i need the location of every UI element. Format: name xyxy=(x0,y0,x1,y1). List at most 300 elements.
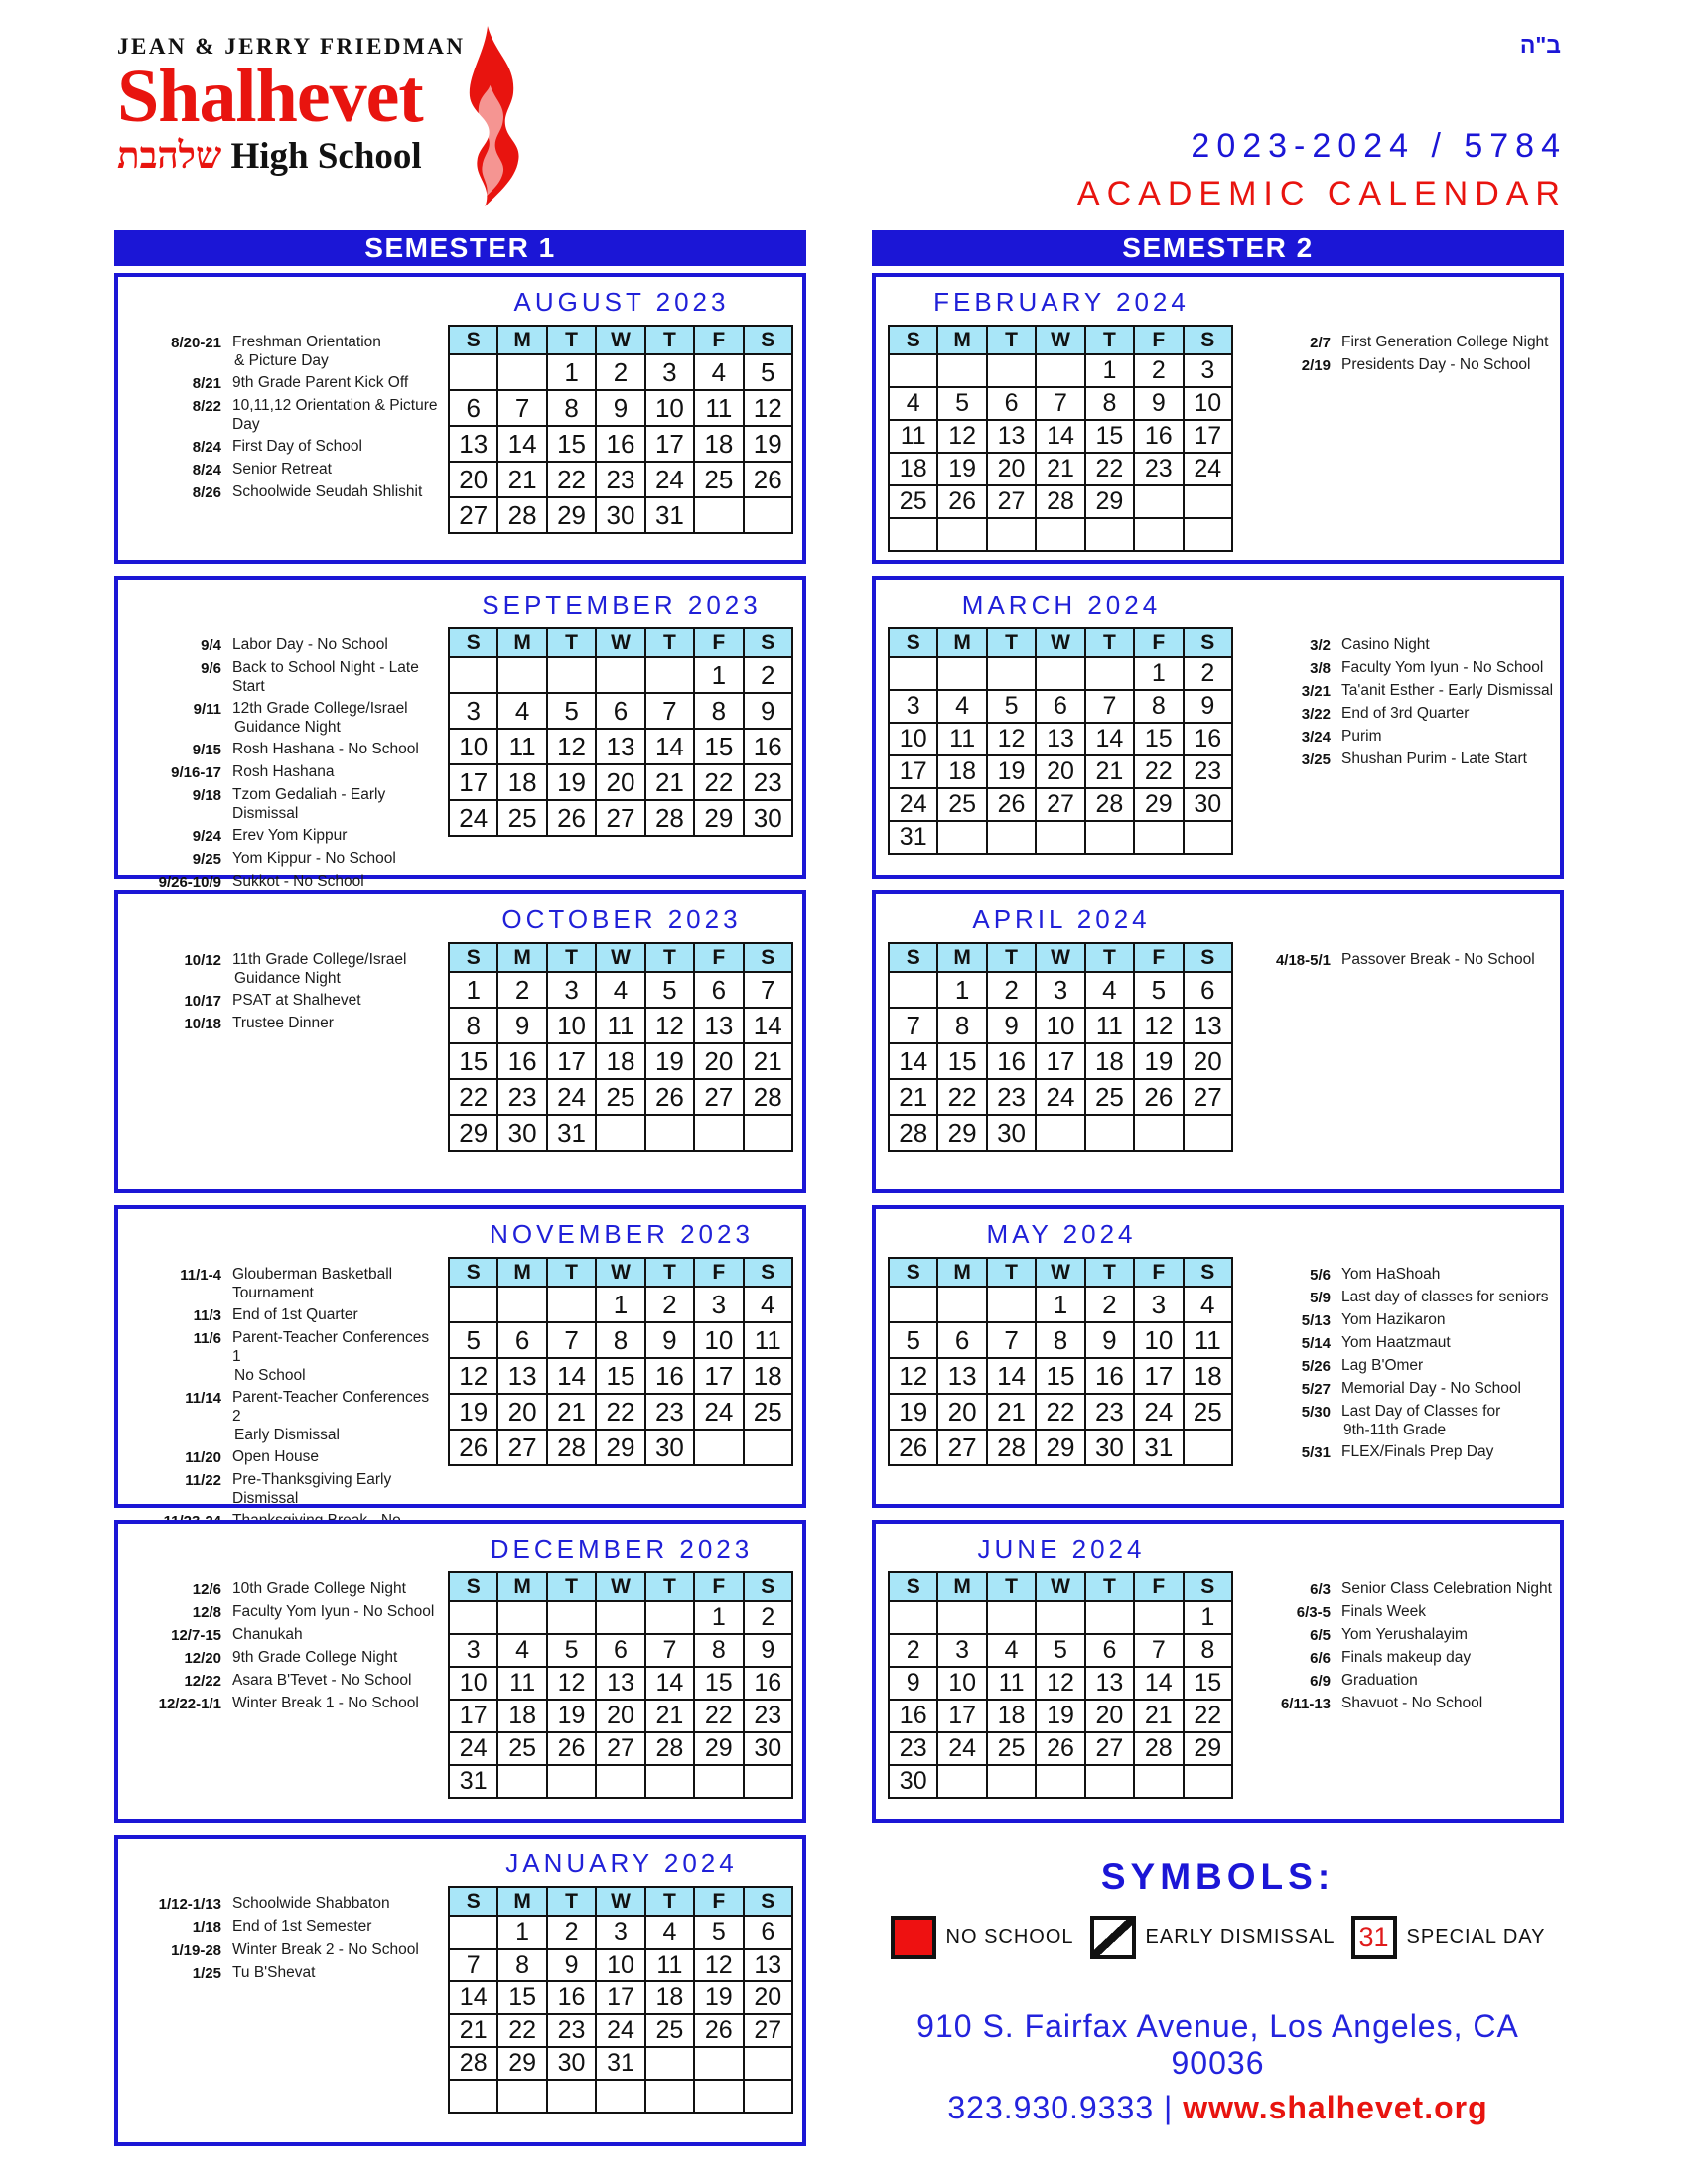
weekday-header: M xyxy=(497,326,546,354)
day-cell: 28 xyxy=(547,1430,596,1465)
day-cell: 6 xyxy=(987,387,1036,420)
day-cell xyxy=(1036,657,1084,690)
event-description: Chanukah xyxy=(232,1626,303,1643)
day-cell: 15 xyxy=(694,729,743,764)
day-cell xyxy=(987,1601,1036,1634)
event-row xyxy=(1261,1648,1559,1668)
day-cell: 3 xyxy=(547,972,596,1008)
day-cell: 21 xyxy=(744,1043,792,1079)
day-cell: 4 xyxy=(645,1916,694,1949)
day-cell xyxy=(744,2047,792,2080)
day-cell: 5 xyxy=(1036,1634,1084,1667)
calendar-week-row xyxy=(889,690,1232,723)
day-cell: 29 xyxy=(497,2047,546,2080)
calendar-week-row xyxy=(449,800,792,836)
day-cell: 28 xyxy=(1036,485,1084,518)
calendar-week-row xyxy=(449,1043,792,1079)
weekday-header: S xyxy=(744,1572,792,1601)
month-events xyxy=(132,1894,438,1985)
weekday-header: F xyxy=(694,1258,743,1287)
event-row xyxy=(132,1625,438,1645)
day-cell: 15 xyxy=(1085,420,1134,453)
event-row xyxy=(132,1328,438,1385)
day-cell: 25 xyxy=(1184,1394,1232,1430)
day-cell: 13 xyxy=(1085,1667,1134,1700)
day-cell: 30 xyxy=(497,1115,546,1151)
weekday-header: M xyxy=(497,628,546,657)
day-cell: 30 xyxy=(744,800,792,836)
calendar-week-row xyxy=(449,1322,792,1358)
day-cell xyxy=(1184,821,1232,854)
event-date: 9/4 xyxy=(201,637,221,654)
day-cell xyxy=(1134,485,1183,518)
event-row xyxy=(132,740,438,759)
weekday-header: M xyxy=(497,1572,546,1601)
event-date: 12/20 xyxy=(184,1650,221,1667)
event-row xyxy=(1261,658,1559,678)
day-cell: 3 xyxy=(596,1916,644,1949)
day-cell xyxy=(547,2080,596,2113)
weekday-header: T xyxy=(1085,943,1134,972)
event-date: 9/6 xyxy=(201,660,221,677)
weekday-header: W xyxy=(1036,1572,1084,1601)
day-cell: 6 xyxy=(744,1916,792,1949)
day-cell: 8 xyxy=(1184,1634,1232,1667)
day-cell: 12 xyxy=(889,1358,937,1394)
day-cell: 21 xyxy=(645,764,694,800)
weekday-header: M xyxy=(937,1258,986,1287)
day-cell xyxy=(889,1601,937,1634)
event-date: 8/21 xyxy=(192,375,221,392)
calendar-week-row xyxy=(889,657,1232,690)
event-date: 8/24 xyxy=(192,462,221,478)
day-cell xyxy=(1085,1601,1134,1634)
event-description: Yom Haatzmaut xyxy=(1341,1334,1451,1351)
event-description: Trustee Dinner xyxy=(232,1015,334,1031)
event-row xyxy=(1261,704,1559,724)
weekday-header: S xyxy=(449,1887,497,1916)
event-date: 9/15 xyxy=(192,742,221,758)
calendar-week-row xyxy=(889,1079,1232,1115)
day-cell: 22 xyxy=(694,1700,743,1732)
weekday-header: T xyxy=(547,628,596,657)
day-cell: 13 xyxy=(449,426,497,462)
day-cell: 24 xyxy=(1036,1079,1084,1115)
month-calendar xyxy=(448,942,793,1152)
day-cell: 3 xyxy=(1134,1287,1183,1322)
month-calendar xyxy=(448,627,793,837)
event-date: 8/22 xyxy=(192,398,221,415)
day-cell: 21 xyxy=(645,1700,694,1732)
day-cell: 2 xyxy=(889,1634,937,1667)
weekday-header: T xyxy=(645,1572,694,1601)
day-cell: 25 xyxy=(987,1732,1036,1765)
event-row xyxy=(1261,1625,1559,1645)
day-cell: 4 xyxy=(497,693,546,729)
event-description: Faculty Yom Iyun - No School xyxy=(232,1603,435,1620)
weekday-header: S xyxy=(1184,326,1232,354)
event-description: Tzom Gedaliah - Early Dismissal xyxy=(232,786,386,822)
day-cell: 13 xyxy=(744,1949,792,1981)
event-date: 12/22 xyxy=(184,1673,221,1690)
event-description: Presidents Day - No School xyxy=(1341,356,1531,373)
day-cell xyxy=(1036,1115,1084,1151)
event-date: 1/25 xyxy=(192,1965,221,1981)
day-cell: 13 xyxy=(1184,1008,1232,1043)
event-description: First Day of School xyxy=(232,438,362,455)
day-cell: 2 xyxy=(744,1601,792,1634)
event-description: Winter Break 1 - No School xyxy=(232,1695,419,1711)
day-cell xyxy=(1085,821,1134,854)
academic-calendar-title: ACADEMIC CALENDAR xyxy=(1076,175,1567,212)
day-cell: 6 xyxy=(1184,972,1232,1008)
day-cell: 11 xyxy=(497,729,546,764)
weekday-header: W xyxy=(596,943,644,972)
day-cell: 27 xyxy=(937,1430,986,1465)
event-row xyxy=(1261,750,1559,769)
day-cell: 4 xyxy=(694,354,743,390)
event-row xyxy=(1261,1402,1559,1439)
month-events xyxy=(1261,333,1559,378)
weekday-header: S xyxy=(889,943,937,972)
day-cell: 11 xyxy=(937,723,986,755)
day-cell xyxy=(596,1115,644,1151)
day-cell: 11 xyxy=(497,1667,546,1700)
month-events xyxy=(132,333,438,505)
day-cell: 23 xyxy=(645,1394,694,1430)
month-title: JUNE 2024 xyxy=(977,1534,1146,1564)
day-cell: 16 xyxy=(497,1043,546,1079)
event-description: End of 1st Quarter xyxy=(232,1306,358,1323)
day-cell: 4 xyxy=(497,1634,546,1667)
day-cell xyxy=(497,1287,546,1322)
event-date: 5/13 xyxy=(1301,1312,1331,1329)
event-row xyxy=(132,1470,438,1508)
month-section xyxy=(114,273,806,564)
semester-2-months xyxy=(872,273,1564,1823)
day-cell: 5 xyxy=(547,1634,596,1667)
day-cell: 24 xyxy=(1184,453,1232,485)
event-description: Schoolwide Seudah Shlishit xyxy=(232,483,423,500)
day-cell: 29 xyxy=(1184,1732,1232,1765)
event-description: Winter Break 2 - No School xyxy=(232,1941,419,1958)
day-cell: 12 xyxy=(547,729,596,764)
day-cell: 2 xyxy=(987,972,1036,1008)
calendar-week-row xyxy=(889,1322,1232,1358)
event-description: Glouberman Basketball Tournament xyxy=(232,1266,393,1301)
day-cell: 16 xyxy=(596,426,644,462)
month-title: JANUARY 2024 xyxy=(505,1848,738,1878)
event-row xyxy=(1261,1265,1559,1285)
day-cell: 24 xyxy=(889,788,937,821)
calendar-week-row xyxy=(889,1043,1232,1079)
day-cell: 2 xyxy=(1085,1287,1134,1322)
weekday-header: M xyxy=(937,1572,986,1601)
calendar-week-row xyxy=(449,426,792,462)
school-type-label: High School xyxy=(230,136,422,178)
calendar-week-row xyxy=(449,1394,792,1430)
day-cell: 4 xyxy=(1184,1287,1232,1322)
day-cell: 3 xyxy=(449,693,497,729)
event-date: 4/18-5/1 xyxy=(1275,952,1331,969)
day-cell: 12 xyxy=(547,1667,596,1700)
day-cell: 9 xyxy=(645,1322,694,1358)
weekday-header: T xyxy=(547,1258,596,1287)
event-description: End of 3rd Quarter xyxy=(1341,705,1470,722)
day-cell: 29 xyxy=(694,800,743,836)
website-link[interactable]: www.shalhevet.org xyxy=(1183,2090,1488,2125)
calendar-week-row xyxy=(889,1287,1232,1322)
day-cell: 3 xyxy=(645,354,694,390)
day-cell: 17 xyxy=(1036,1043,1084,1079)
day-cell: 9 xyxy=(1184,690,1232,723)
event-description: Last Day of Classes for 9th-11th Grade xyxy=(1341,1403,1501,1438)
event-description: 12th Grade College/Israel Guidance Night xyxy=(232,700,408,736)
day-cell: 16 xyxy=(645,1358,694,1394)
event-description: Purim xyxy=(1341,728,1382,745)
month-section xyxy=(872,1205,1564,1508)
calendar-week-row xyxy=(449,1287,792,1322)
event-row xyxy=(132,699,438,737)
day-cell: 23 xyxy=(744,1700,792,1732)
event-date: 2/19 xyxy=(1301,357,1331,374)
event-date: 12/7-15 xyxy=(171,1627,221,1644)
event-row xyxy=(132,1963,438,1982)
event-date: 10/12 xyxy=(184,952,221,969)
event-row xyxy=(132,437,438,457)
day-cell: 27 xyxy=(1085,1732,1134,1765)
event-row xyxy=(1261,1671,1559,1691)
month-section xyxy=(872,890,1564,1193)
legend-item-early-dismissal xyxy=(1090,1916,1336,1959)
calendar-week-row xyxy=(449,657,792,693)
month-grid xyxy=(888,1534,1235,1799)
day-cell: 29 xyxy=(1134,788,1183,821)
day-cell xyxy=(1085,657,1134,690)
school-benefactor-line: JEAN & JERRY FRIEDMAN xyxy=(117,34,466,59)
month-title: MARCH 2024 xyxy=(961,590,1162,619)
day-cell: 5 xyxy=(645,972,694,1008)
event-row xyxy=(1261,1442,1559,1462)
day-cell xyxy=(694,1430,743,1465)
calendar-week-row xyxy=(889,1765,1232,1798)
event-description: Shushan Purim - Late Start xyxy=(1341,751,1527,767)
day-cell: 26 xyxy=(1134,1079,1183,1115)
day-cell: 23 xyxy=(744,764,792,800)
weekday-header: T xyxy=(547,1572,596,1601)
event-description: Parent-Teacher Conferences 1 No School xyxy=(232,1329,430,1384)
event-row xyxy=(132,1579,438,1599)
event-date: 5/14 xyxy=(1301,1335,1331,1352)
event-row xyxy=(132,635,438,655)
weekday-header: T xyxy=(645,628,694,657)
day-cell xyxy=(937,1765,986,1798)
contact-line xyxy=(872,2090,1564,2126)
day-cell xyxy=(596,2080,644,2113)
day-cell: 24 xyxy=(645,462,694,497)
day-cell: 18 xyxy=(497,764,546,800)
event-row xyxy=(132,991,438,1011)
day-cell: 30 xyxy=(889,1765,937,1798)
day-cell: 18 xyxy=(596,1043,644,1079)
day-cell: 7 xyxy=(889,1008,937,1043)
day-cell: 19 xyxy=(1134,1043,1183,1079)
day-cell: 22 xyxy=(547,462,596,497)
month-events xyxy=(1261,950,1559,973)
event-date: 1/12-1/13 xyxy=(158,1896,221,1913)
day-cell: 22 xyxy=(694,764,743,800)
event-date: 2/7 xyxy=(1310,335,1331,351)
event-row xyxy=(1261,635,1559,655)
calendar-week-row xyxy=(449,2047,792,2080)
weekday-header: T xyxy=(987,943,1036,972)
day-cell: 4 xyxy=(987,1634,1036,1667)
day-cell: 8 xyxy=(596,1322,644,1358)
day-cell xyxy=(449,1601,497,1634)
event-date: 12/8 xyxy=(192,1604,221,1621)
day-cell: 14 xyxy=(1085,723,1134,755)
day-cell: 13 xyxy=(1036,723,1084,755)
day-cell: 29 xyxy=(694,1732,743,1765)
day-cell: 17 xyxy=(596,1981,644,2014)
weekday-header: W xyxy=(596,1258,644,1287)
day-cell: 16 xyxy=(744,729,792,764)
day-cell: 22 xyxy=(497,2014,546,2047)
day-cell: 25 xyxy=(1085,1079,1134,1115)
day-cell xyxy=(1036,821,1084,854)
day-cell: 8 xyxy=(449,1008,497,1043)
calendar-week-row xyxy=(449,354,792,390)
day-cell xyxy=(1184,518,1232,551)
day-cell: 27 xyxy=(449,497,497,533)
day-cell: 11 xyxy=(694,390,743,426)
day-cell: 14 xyxy=(449,1981,497,2014)
day-cell: 2 xyxy=(1134,354,1183,387)
day-cell: 27 xyxy=(1036,788,1084,821)
day-cell: 12 xyxy=(937,420,986,453)
day-cell: 28 xyxy=(645,1732,694,1765)
day-cell: 7 xyxy=(744,972,792,1008)
day-cell: 6 xyxy=(937,1322,986,1358)
month-section xyxy=(114,576,806,890)
day-cell xyxy=(497,354,546,390)
day-cell: 17 xyxy=(449,1700,497,1732)
event-date: 3/21 xyxy=(1301,683,1331,700)
event-description: Finals makeup day xyxy=(1341,1649,1472,1666)
day-cell xyxy=(449,1287,497,1322)
day-cell: 28 xyxy=(449,2047,497,2080)
day-cell: 5 xyxy=(937,387,986,420)
month-calendar xyxy=(888,627,1233,855)
calendar-week-row xyxy=(889,1732,1232,1765)
day-cell: 29 xyxy=(449,1115,497,1151)
day-cell: 4 xyxy=(937,690,986,723)
special-day-number: 31 xyxy=(1358,1922,1389,1952)
month-title: MAY 2024 xyxy=(986,1219,1137,1249)
day-cell: 8 xyxy=(1036,1322,1084,1358)
day-cell xyxy=(987,1287,1036,1322)
day-cell: 14 xyxy=(547,1358,596,1394)
event-description: Faculty Yom Iyun - No School xyxy=(1341,659,1544,676)
day-cell: 29 xyxy=(1085,485,1134,518)
day-cell: 20 xyxy=(497,1394,546,1430)
event-description: Labor Day - No School xyxy=(232,636,388,653)
day-cell: 30 xyxy=(547,2047,596,2080)
day-cell xyxy=(645,657,694,693)
day-cell: 17 xyxy=(1184,420,1232,453)
day-cell: 30 xyxy=(1184,788,1232,821)
event-description: Yom Yerushalayim xyxy=(1341,1626,1468,1643)
event-row xyxy=(1261,1333,1559,1353)
day-cell: 23 xyxy=(547,2014,596,2047)
weekday-header: T xyxy=(987,1572,1036,1601)
day-cell: 27 xyxy=(596,1732,644,1765)
day-cell: 28 xyxy=(1134,1732,1183,1765)
month-calendar xyxy=(888,942,1233,1152)
day-cell: 10 xyxy=(449,1667,497,1700)
event-row xyxy=(1261,1694,1559,1713)
month-calendar xyxy=(888,1571,1233,1799)
weekday-header: W xyxy=(1036,628,1084,657)
day-cell xyxy=(497,1601,546,1634)
special-day-icon xyxy=(1351,1916,1397,1959)
day-cell: 26 xyxy=(937,485,986,518)
day-cell: 23 xyxy=(497,1079,546,1115)
day-cell xyxy=(449,2080,497,2113)
weekday-header-row xyxy=(449,628,792,657)
day-cell: 10 xyxy=(547,1008,596,1043)
calendar-week-row xyxy=(449,462,792,497)
day-cell: 28 xyxy=(645,800,694,836)
event-date: 11/22 xyxy=(185,1472,221,1489)
event-description: Passover Break - No School xyxy=(1341,951,1535,968)
day-cell: 8 xyxy=(694,1634,743,1667)
day-cell: 25 xyxy=(497,800,546,836)
day-cell: 21 xyxy=(987,1394,1036,1430)
day-cell: 6 xyxy=(596,1634,644,1667)
weekday-header: F xyxy=(694,943,743,972)
day-cell xyxy=(645,1601,694,1634)
day-cell xyxy=(645,2080,694,2113)
day-cell xyxy=(694,2080,743,2113)
event-row xyxy=(132,333,438,370)
event-row xyxy=(132,785,438,823)
legend-item-special-day xyxy=(1351,1916,1546,1959)
event-date: 11/1-4 xyxy=(180,1267,221,1284)
day-cell xyxy=(744,1115,792,1151)
day-cell xyxy=(497,2080,546,2113)
day-cell xyxy=(1184,1115,1232,1151)
weekday-header: W xyxy=(1036,943,1084,972)
weekday-header: S xyxy=(1184,943,1232,972)
day-cell: 16 xyxy=(987,1043,1036,1079)
day-cell: 25 xyxy=(645,2014,694,2047)
calendar-week-row xyxy=(449,390,792,426)
symbols-title: SYMBOLS: xyxy=(1100,1856,1336,1897)
event-date: 11/6 xyxy=(193,1330,221,1347)
weekday-header: S xyxy=(1184,1258,1232,1287)
event-row xyxy=(132,950,438,988)
day-cell: 2 xyxy=(645,1287,694,1322)
event-row xyxy=(132,1694,438,1713)
day-cell xyxy=(987,1765,1036,1798)
event-date: 9/16-17 xyxy=(171,764,221,781)
event-date: 8/26 xyxy=(192,484,221,501)
event-date: 9/25 xyxy=(192,851,221,868)
event-date: 3/8 xyxy=(1310,660,1331,677)
day-cell: 5 xyxy=(889,1322,937,1358)
weekday-header: M xyxy=(497,943,546,972)
